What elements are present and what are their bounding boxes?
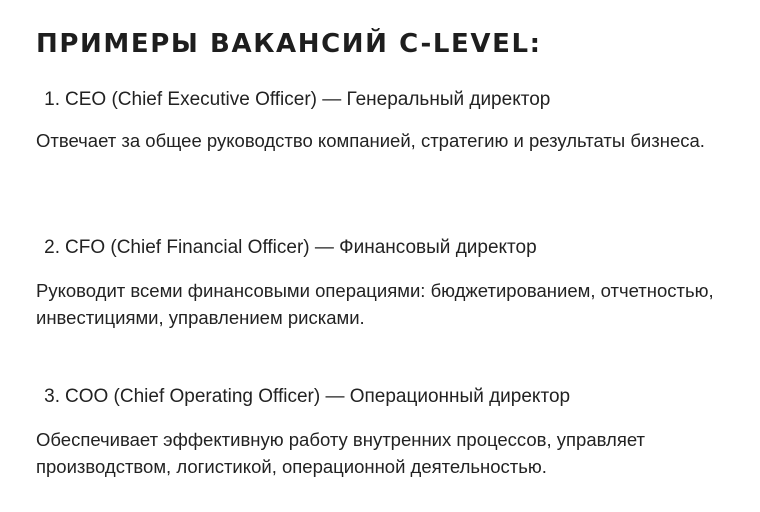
role-title-cfo — [36, 235, 537, 261]
role-title-coo — [36, 384, 570, 410]
role-title-text: CFO (Chief Financial Officer) — Финансовый директор — [65, 237, 537, 258]
list-number: 1. — [44, 89, 60, 110]
list-number: 3. — [44, 386, 60, 407]
list-number: 2. — [44, 237, 60, 258]
page-title: ПРИМЕРЫ ВАКАНСИЙ C-LEVEL: — [36, 29, 542, 59]
role-description-ceo: Отвечает за общее руководство компанией, стратегию и результаты бизнеса. — [36, 130, 705, 151]
role-title-text: COO (Chief Operating Officer) — Операционный директор — [65, 386, 571, 407]
role-title-ceo — [36, 87, 550, 113]
role-title-text: CEO (Chief Executive Officer) — Генеральный директор — [65, 89, 551, 110]
role-description-coo: Обеспечивает эффективную работу внутренних процессов, управляет производством, логистикой, операционной деятельностью. — [36, 429, 645, 477]
role-description-cfo: Руководит всеми финансовыми операциями: бюджетированием, отчетностью, инвестициями, управлением рисками. — [36, 280, 714, 328]
